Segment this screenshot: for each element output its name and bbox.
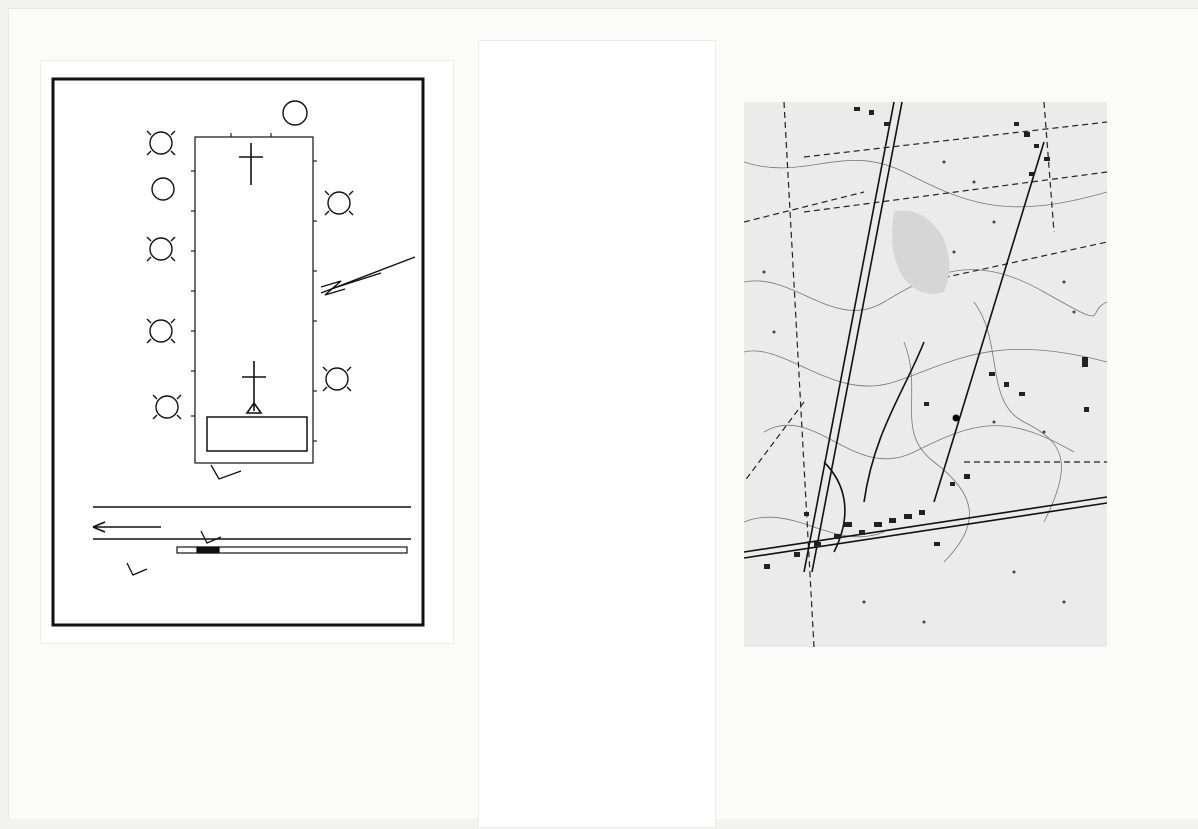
small-tree-icon [283, 101, 307, 125]
photo-view-icon [127, 563, 147, 575]
photo-view-icon [211, 465, 241, 479]
plan-frame [53, 79, 423, 625]
photo-view-icon [201, 531, 221, 543]
album-page [8, 8, 1198, 819]
north-arrow-icon [321, 257, 415, 295]
map-drawing [744, 102, 1107, 647]
grave-slab-icon [207, 417, 307, 451]
topographic-map [744, 102, 1107, 647]
road-line [93, 507, 411, 539]
large-tree-icon [325, 191, 353, 215]
large-tree-icon [147, 131, 175, 155]
cemetery-plan-sheet [41, 61, 453, 643]
large-tree-icon [153, 395, 181, 419]
metal-cross-icon [242, 361, 266, 413]
cemetery-location-marker [953, 415, 960, 422]
tree-symbols [147, 101, 353, 419]
legend-panel [479, 41, 715, 827]
small-tree-icon [152, 178, 174, 200]
scale-bar [177, 547, 407, 553]
large-tree-icon [147, 319, 175, 343]
large-tree-icon [323, 367, 351, 391]
large-tree-icon [147, 237, 175, 261]
cemetery-plan-drawing [41, 61, 453, 643]
cemetery-boundary [195, 137, 313, 463]
wooden-cross-icon [239, 143, 263, 185]
